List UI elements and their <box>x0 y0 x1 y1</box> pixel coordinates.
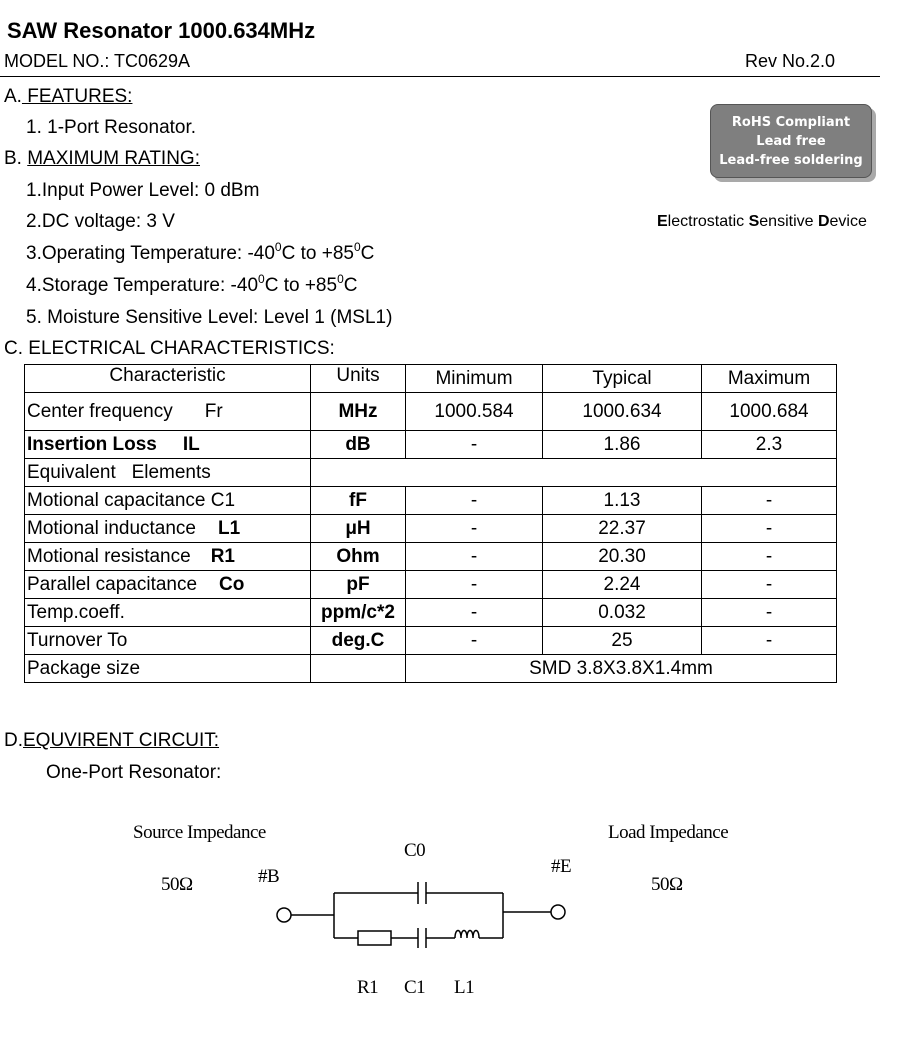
col-minimum: Minimum <box>406 365 543 393</box>
esd-e: E <box>657 213 668 230</box>
cell-characteristic <box>25 393 311 431</box>
rohs-badge <box>710 104 872 178</box>
terminal-b-circle <box>277 908 291 922</box>
cell-max: - <box>702 571 837 599</box>
cell-min: - <box>406 599 543 627</box>
cell-unit: Ohm <box>311 543 406 571</box>
table-row <box>25 655 837 683</box>
row-symbol: IL <box>182 433 200 455</box>
cell-characteristic <box>25 431 311 459</box>
table-row <box>25 459 837 487</box>
cell-typ: 1000.634 <box>543 393 702 431</box>
row-symbol: L1 <box>218 517 241 539</box>
electrical-heading: C. ELECTRICAL CHARACTERISTICS: <box>4 338 335 359</box>
cell-typ: 0.032 <box>543 599 702 627</box>
row-name: Parallel capacitance <box>27 573 198 595</box>
features-title: FEATURES: <box>21 86 133 107</box>
cell-empty <box>311 459 837 487</box>
esd-s-rest: ensitive <box>759 213 818 230</box>
col-units: Units <box>311 365 406 393</box>
r1-label: R1 <box>357 977 379 998</box>
max-rating-title: MAXIMUM RATING: <box>27 148 200 169</box>
cell-min: - <box>406 627 543 655</box>
cell-characteristic: Motional capacitance C1 <box>25 487 311 515</box>
col-typical: Typical <box>543 365 702 393</box>
load-impedance-value: 50Ω <box>651 874 683 895</box>
c1-label: C1 <box>404 977 426 998</box>
equivalent-circuit-diagram <box>0 800 900 1037</box>
cell-unit: ppm/c*2 <box>311 599 406 627</box>
cell-max: - <box>702 515 837 543</box>
op-temp-b: C to +85 <box>281 243 354 264</box>
st-temp-b: C to +85 <box>264 275 338 296</box>
circuit-prefix: D. <box>4 730 23 751</box>
col-characteristic: Characteristic <box>25 365 311 393</box>
max-rating-heading <box>4 148 200 170</box>
page-title: SAW Resonator 1000.634MHz <box>7 18 316 43</box>
table-row <box>25 571 837 599</box>
load-impedance-label: Load Impedance <box>608 822 729 843</box>
cell-max: 1000.684 <box>702 393 837 431</box>
table-header-row <box>25 365 837 393</box>
r1-resistor <box>358 931 391 945</box>
esd-e-rest: lectrostatic <box>667 213 749 230</box>
storage-temperature <box>26 272 358 297</box>
cell-typ: 22.37 <box>543 515 702 543</box>
rohs-line: RoHS Compliant <box>731 115 851 130</box>
cell-max: - <box>702 487 837 515</box>
rohs-line: Lead free <box>756 134 826 149</box>
cell-unit: dB <box>311 431 406 459</box>
cell-characteristic: Temp.coeff. <box>25 599 311 627</box>
table-row <box>25 515 837 543</box>
cell-min: - <box>406 543 543 571</box>
cell-max: - <box>702 627 837 655</box>
cell-package-value: SMD 3.8X3.8X1.4mm <box>406 655 837 683</box>
circuit-subtitle: One-Port Resonator: <box>46 762 222 783</box>
rohs-line: Lead-free soldering <box>719 153 863 168</box>
circuit-heading <box>4 730 219 752</box>
esd-s: S <box>748 213 760 230</box>
cell-typ: 20.30 <box>543 543 702 571</box>
cell-unit: MHz <box>311 393 406 431</box>
cell-unit: fF <box>311 487 406 515</box>
op-temp-c: C <box>360 243 375 264</box>
model-number: MODEL NO.: TC0629A <box>4 51 191 71</box>
dc-voltage: 2.DC voltage: 3 V <box>26 211 175 232</box>
cell-characteristic: Package size <box>25 655 311 683</box>
row-name: Insertion Loss <box>27 433 157 455</box>
cell-unit: deg.C <box>311 627 406 655</box>
cell-max: - <box>702 543 837 571</box>
operating-temperature <box>26 240 375 265</box>
cell-typ: 25 <box>543 627 702 655</box>
electrical-characteristics-table <box>24 364 837 683</box>
table-row <box>25 393 837 431</box>
input-power-level: 1.Input Power Level: 0 dBm <box>26 180 260 201</box>
header-divider <box>0 76 880 77</box>
cell-characteristic: Equivalent Elements <box>25 459 311 487</box>
table-row <box>25 487 837 515</box>
st-temp-deg2: 0 <box>337 272 344 286</box>
moisture-sensitive-level: 5. Moisture Sensitive Level: Level 1 (MSL1) <box>26 307 393 328</box>
max-rating-prefix: B. <box>4 148 22 169</box>
cell-min: - <box>406 431 543 459</box>
row-symbol: R1 <box>210 545 235 567</box>
source-impedance-label: Source Impedance <box>133 822 266 843</box>
cell-characteristic <box>25 515 311 543</box>
revision-number: Rev No.2.0 <box>745 51 836 71</box>
table-row <box>25 431 837 459</box>
cell-min: 1000.584 <box>406 393 543 431</box>
op-temp-deg1: 0 <box>274 240 282 254</box>
row-name: Motional inductance <box>27 517 196 539</box>
cell-characteristic <box>25 571 311 599</box>
row-symbol: Fr <box>204 400 223 422</box>
circuit-title: EQUVIRENT CIRCUIT: <box>23 730 220 751</box>
st-temp-c: C <box>343 275 358 296</box>
col-maximum: Maximum <box>702 365 837 393</box>
cell-characteristic <box>25 543 311 571</box>
port-e-label: #E <box>551 856 572 877</box>
cell-characteristic: Turnover To <box>25 627 311 655</box>
st-temp-deg1: 0 <box>258 272 265 286</box>
cell-unit: μH <box>311 515 406 543</box>
features-heading <box>4 86 132 108</box>
cell-unit: pF <box>311 571 406 599</box>
cell-min: - <box>406 515 543 543</box>
terminal-e-circle <box>551 905 565 919</box>
l1-label: L1 <box>454 977 475 998</box>
esd-d: D <box>817 213 830 230</box>
table-row <box>25 627 837 655</box>
c0-label: C0 <box>404 840 426 861</box>
source-impedance-value: 50Ω <box>161 874 193 895</box>
row-name: Center frequency <box>27 400 173 422</box>
op-temp-deg2: 0 <box>353 240 361 254</box>
cell-max: 2.3 <box>702 431 837 459</box>
cell-typ: 2.24 <box>543 571 702 599</box>
l1-inductor <box>455 931 479 939</box>
cell-max: - <box>702 599 837 627</box>
row-name: Motional resistance <box>27 545 191 567</box>
cell-typ: 1.86 <box>543 431 702 459</box>
op-temp-a: 3.Operating Temperature: -40 <box>26 243 275 264</box>
cell-unit <box>311 655 406 683</box>
table-row <box>25 543 837 571</box>
esd-notice <box>657 213 867 231</box>
table-row <box>25 599 837 627</box>
st-temp-a: 4.Storage Temperature: -40 <box>26 275 259 296</box>
esd-d-rest: evice <box>829 213 867 230</box>
port-b-label: #B <box>258 866 280 887</box>
row-symbol: Co <box>219 573 245 595</box>
feature-item: 1. 1-Port Resonator. <box>26 117 197 138</box>
cell-min: - <box>406 487 543 515</box>
cell-min: - <box>406 571 543 599</box>
features-prefix: A. <box>4 86 22 107</box>
cell-typ: 1.13 <box>543 487 702 515</box>
